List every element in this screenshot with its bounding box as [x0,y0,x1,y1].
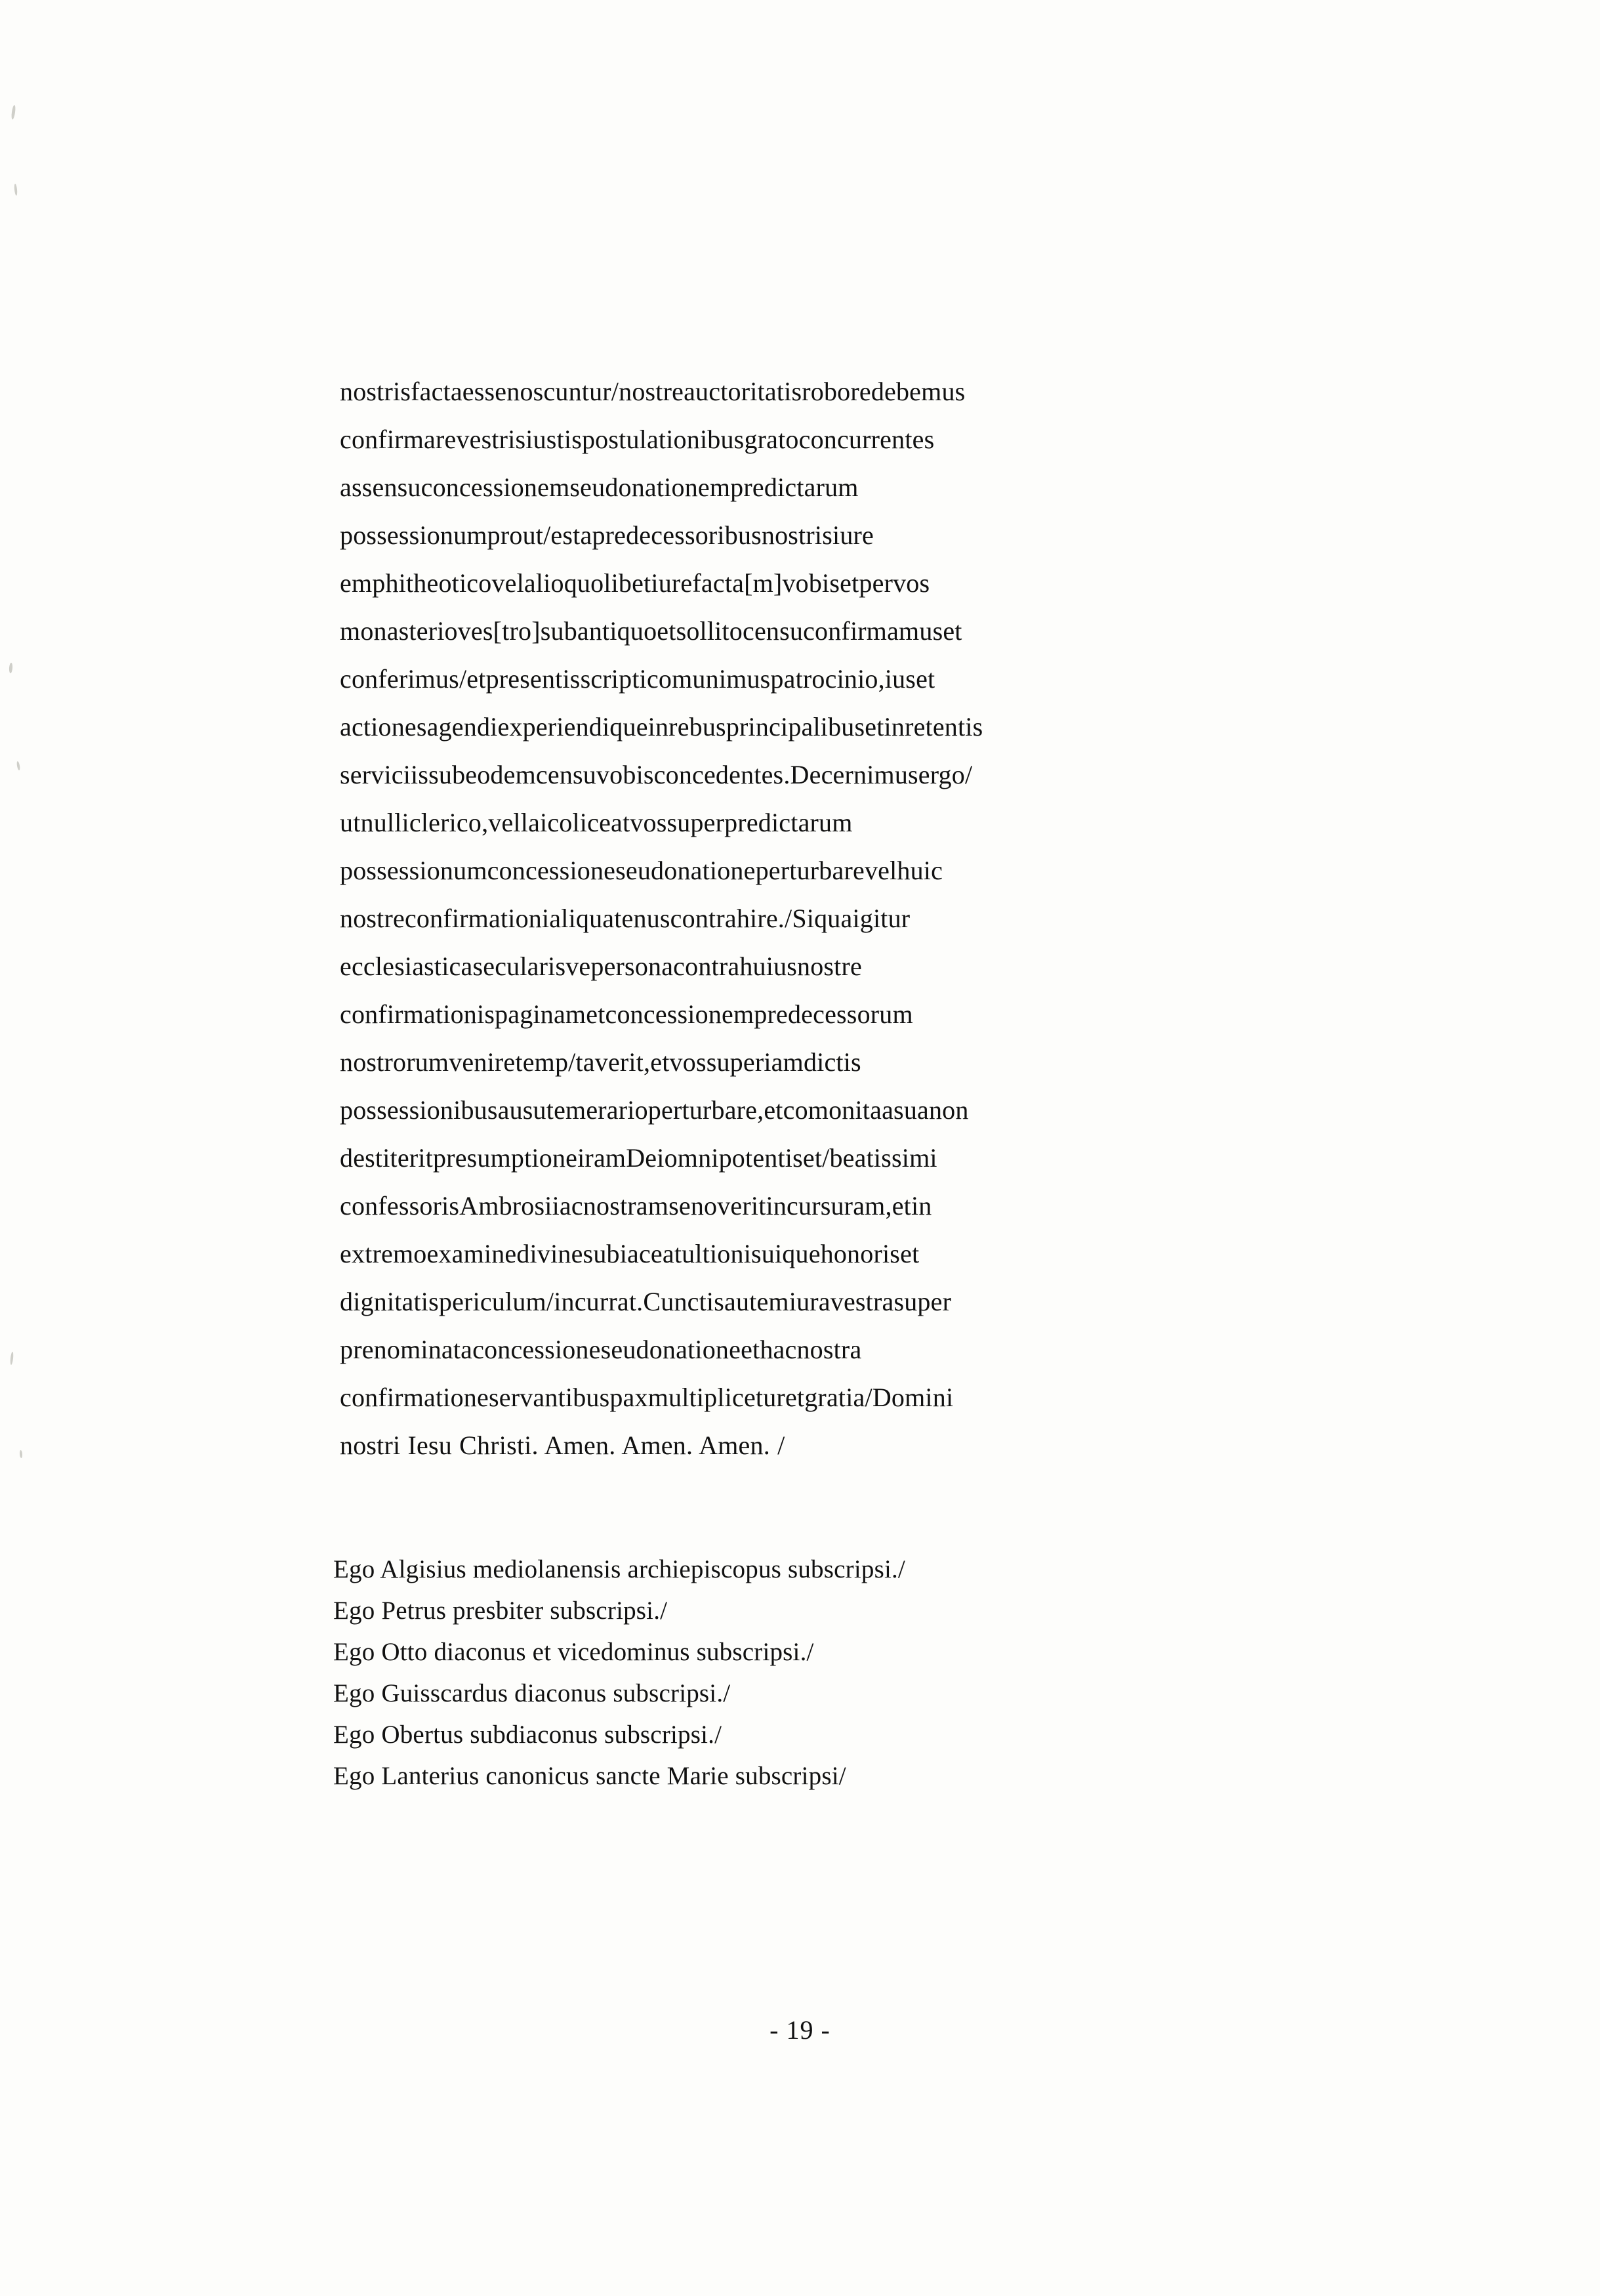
text-line: nostrisfactaessenoscuntur/nostreauctoritatisroboredebemus [340,377,966,406]
text-line: prenominataconcessioneseudonationeethacnostra [340,1335,862,1364]
text-line: emphitheoticovelalioquolibetiurefacta[m]vobisetpervos [340,568,930,598]
main-text-block [340,367,1353,1469]
text-line: nostri Iesu Christi. Amen. Amen. Amen. / [340,1430,785,1460]
text-line: actionesagendiexperiendiqueinrebusprincipalibusetinretentis [340,712,983,741]
text-line: possessionumprout/estapredecessoribusnostrisiure [340,520,874,550]
scan-speckle [20,1450,23,1458]
text-line: monasterioves[tro]subantiquoetsollitocensuconfirmamuset [340,616,962,646]
text-line: destiteritpresumptioneiramDeiomnipotentiset/beatissimi [340,1143,937,1173]
text-line: confirmarevestrisiustispostulationibusgratoconcurrentes [340,425,935,454]
text-line: extremoexaminedivinesubiaceatultionisuiquehonoriset [340,1239,920,1268]
scan-speckle [9,663,12,673]
text-line: confessorisAmbrosiiacnostramsenoveritincursuram,etin [340,1191,932,1221]
signature-line: Ego Petrus presbiter subscripsi./ [333,1597,668,1625]
text-line: assensuconcessionemseudonationempredictarum [340,472,859,502]
scan-speckle [14,184,18,196]
text-line: possessionibusausutemerarioperturbare,etcomonitaasuanon [340,1095,969,1125]
scan-speckle [10,1352,14,1365]
text-line: dignitatispericulum/incurrat.Cunctisautemiuravestrasuper [340,1287,952,1316]
signature-line: Ego Lanterius canonicus sancte Marie subscripsi/ [333,1762,846,1790]
text-line: nostreconfirmationialiquatenuscontrahire./Siquaigitur [340,904,911,933]
text-line: confirmationispaginametconcessionempredecessorum [340,999,913,1029]
scan-speckle [16,761,20,770]
text-line: utnulliclerico,vellaicoliceatvossuperpredictarum [340,808,853,837]
text-line: ecclesiasticasecularisvepersonacontrahuiusnostre [340,951,862,981]
text-line: possessionumconcessioneseudonationeperturbarevelhuic [340,856,943,885]
page-number: - 19 - [769,2015,831,2045]
body-paragraph [340,367,1353,1469]
signature-line: Ego Guisscardus diaconus subscripsi./ [333,1679,731,1707]
scan-speckle [10,105,16,119]
text-line: serviciissubeodemcensuvobisconcedentes.Decernimusergo/ [340,760,973,789]
signature-line: Ego Algisius mediolanensis archiepiscopus subscripsi./ [333,1555,905,1583]
text-line: confirmationeservantibuspaxmultipliceturetgratia/Domini [340,1383,954,1412]
signature-line: Ego Obertus subdiaconus subscripsi./ [333,1721,722,1749]
subscription-list [333,1549,1186,1797]
text-line: nostrorumveniretemp/taverit,etvossuperiamdictis [340,1047,861,1077]
text-line: conferimus/etpresentisscripticomunimuspatrocinio,iuset [340,664,935,694]
signature-line: Ego Otto diaconus et vicedominus subscripsi./ [333,1638,814,1666]
